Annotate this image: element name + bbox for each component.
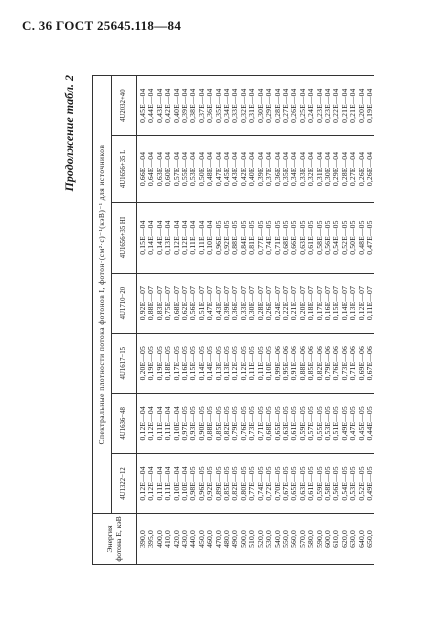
flux-cell: 0,50E—04 <box>196 151 206 187</box>
flux-cell: 0,16E—05 <box>180 346 190 381</box>
flux-values-column <box>137 76 375 136</box>
flux-cell: 0,13E—04 <box>163 220 173 255</box>
flux-cell: 0,84E—05 <box>238 220 248 255</box>
flux-cell: 0,12E—05 <box>230 346 240 381</box>
flux-cell: 0,90E—05 <box>196 406 206 441</box>
flux-cell: 0,17E—05 <box>171 346 181 381</box>
flux-cell: 0,49E—05 <box>364 466 374 501</box>
flux-cell: 0,48E—05 <box>356 220 366 255</box>
flux-cell: 0,21E—04 <box>348 88 358 123</box>
flux-cell: 0,30E—04 <box>255 88 265 123</box>
flux-cell: 0,76E—06 <box>331 346 341 381</box>
flux-cell: 0,68E—07 <box>171 285 181 321</box>
flux-cell: 0,75E—07 <box>163 285 173 321</box>
flux-cell: 0,59E—05 <box>314 466 324 501</box>
flux-values-column <box>137 393 375 453</box>
flux-cell: 0,37E—04 <box>196 88 206 123</box>
flux-cell: 0,95E—06 <box>280 346 290 381</box>
flux-cell: 0,81E—05 <box>247 220 257 255</box>
source-header: 4U1636−48 <box>112 393 137 453</box>
flux-cell: 0,59E—05 <box>297 406 307 441</box>
flux-cell: 0,39E—04 <box>180 88 190 123</box>
energy-cell: 480,0 <box>222 530 232 548</box>
table-body-row <box>137 76 375 565</box>
flux-cell: 0,32E—04 <box>238 88 248 123</box>
flux-cell: 0,71E—05 <box>255 406 265 441</box>
flux-cell: 0,11E—05 <box>247 346 257 381</box>
flux-cell: 0,53E—04 <box>188 151 198 187</box>
flux-cell: 0,33E—04 <box>230 88 240 123</box>
spectral-density-table <box>92 75 374 565</box>
flux-cell: 0,76E—05 <box>238 406 248 441</box>
source-header: 4U2032+40 <box>112 76 137 136</box>
flux-cell: 0,97E—05 <box>180 406 190 441</box>
source-header: 4U1322−12 <box>112 453 137 513</box>
flux-values-column <box>137 273 375 333</box>
flux-cell: 0,21E—04 <box>339 88 349 123</box>
flux-cell: 0,77E—05 <box>255 220 265 255</box>
flux-cell: 0,55E—05 <box>314 406 324 441</box>
flux-cell: 0,58E—05 <box>314 220 324 255</box>
flux-cell: 0,40E—04 <box>247 151 257 187</box>
flux-cell: 0,53E—05 <box>348 466 358 501</box>
flux-cell: 0,12E—04 <box>138 466 147 501</box>
energy-cell: 570,0 <box>297 530 307 548</box>
flux-cell: 0,71E—05 <box>272 220 282 255</box>
flux-cell: 0,22E—04 <box>331 88 341 123</box>
source-header: 4U1656+35 L <box>112 136 137 202</box>
flux-cell: 0,47E—05 <box>364 220 374 255</box>
energy-column-header: Энергия фотона E, кэВ <box>93 514 137 565</box>
flux-cell: 0,85E—06 <box>306 346 316 381</box>
source-header: 4U1710−20 <box>112 273 137 333</box>
flux-cell: 0,47E—07 <box>205 285 215 321</box>
flux-cell: 0,65E—05 <box>272 406 282 441</box>
flux-cell: 0,49E—05 <box>339 406 349 441</box>
flux-cell: 0,11E—04 <box>154 466 164 501</box>
energy-cell: 400,0 <box>154 530 164 548</box>
flux-cell: 0,18E—05 <box>163 346 173 381</box>
flux-cell: 0,72E—05 <box>264 466 274 501</box>
flux-cell: 0,54E—05 <box>339 466 349 501</box>
flux-cell: 0,38E—04 <box>188 88 198 123</box>
energy-cell: 540,0 <box>272 530 282 548</box>
flux-cell: 0,47E—04 <box>213 151 223 187</box>
flux-cell: 0,85E—05 <box>213 406 223 441</box>
flux-cell: 0,21E—07 <box>289 285 299 321</box>
energy-cell: 600,0 <box>322 530 332 548</box>
flux-cell: 0,28E—04 <box>339 151 349 187</box>
standard-code: ГОСТ 25645.118—84 <box>55 18 182 33</box>
energy-cell: 470,0 <box>213 530 223 548</box>
flux-cell: 0,96E—05 <box>213 220 223 255</box>
flux-cell: 0,20E—07 <box>297 285 307 321</box>
flux-cell: 0,16E—07 <box>322 285 332 321</box>
flux-cell: 0,12E—05 <box>238 346 248 381</box>
flux-cell: 0,30E—04 <box>322 151 332 187</box>
flux-cell: 0,13E—07 <box>348 285 358 321</box>
flux-cell: 0,63E—04 <box>154 151 164 187</box>
energy-cell: 610,0 <box>331 530 341 548</box>
flux-cell: 0,79E—05 <box>230 406 240 441</box>
flux-cell: 0,62E—07 <box>180 285 190 321</box>
flux-cell: 0,19E—05 <box>146 346 156 381</box>
flux-cell: 0,22E—07 <box>280 285 290 321</box>
flux-cell: 0,10E—04 <box>180 466 190 501</box>
flux-cell: 0,67E—06 <box>364 346 374 381</box>
flux-cell: 0,10E—04 <box>171 406 181 441</box>
flux-cell: 0,61E—05 <box>306 466 316 501</box>
flux-cell: 0,11E—04 <box>154 406 164 441</box>
energy-cell: 410,0 <box>163 530 173 548</box>
flux-cell: 0,17E—07 <box>314 285 324 321</box>
energy-cell: 395,0 <box>146 530 156 548</box>
flux-cell: 0,53E—05 <box>322 406 332 441</box>
energy-cell: 640,0 <box>356 530 366 548</box>
flux-cell: 0,66E—05 <box>289 220 299 255</box>
flux-cell: 0,43E—07 <box>213 285 223 321</box>
energy-cell: 430,0 <box>180 530 190 548</box>
energy-cell: 560,0 <box>289 530 299 548</box>
flux-cell: 0,51E—05 <box>331 406 341 441</box>
flux-cell: 0,11E—04 <box>196 220 206 255</box>
flux-cell: 0,20E—04 <box>356 88 366 123</box>
flux-cell: 0,23E—04 <box>314 88 324 123</box>
flux-values-column <box>137 333 375 393</box>
flux-cell: 0,35E—04 <box>213 88 223 123</box>
flux-cell: 0,45E—04 <box>138 88 147 123</box>
flux-cell: 0,29E—04 <box>264 88 274 123</box>
flux-cell: 0,88E—06 <box>297 346 307 381</box>
flux-cell: 0,88E—07 <box>146 285 156 321</box>
flux-cell: 0,85E—05 <box>222 466 232 501</box>
flux-cell: 0,12E—07 <box>356 285 366 321</box>
flux-cell: 0,19E—04 <box>364 88 374 123</box>
flux-cell: 0,68E—05 <box>264 406 274 441</box>
energy-cell: 490,0 <box>230 530 240 548</box>
flux-cell: 0,25E—04 <box>297 88 307 123</box>
flux-cell: 0,68E—05 <box>280 220 290 255</box>
flux-cell: 0,77E—05 <box>247 466 257 501</box>
flux-cell: 0,52E—05 <box>339 220 349 255</box>
flux-cell: 0,83E—07 <box>154 285 164 321</box>
flux-cell: 0,74E—05 <box>255 466 265 501</box>
flux-cell: 0,52E—05 <box>356 466 366 501</box>
flux-cell: 0,79E—06 <box>322 346 332 381</box>
flux-cell: 0,39E—07 <box>222 285 232 321</box>
energy-cell: 390,0 <box>138 530 147 548</box>
flux-cell: 0,54E—05 <box>331 220 341 255</box>
flux-cell: 0,31E—04 <box>247 88 257 123</box>
flux-cell: 0,37E—04 <box>264 151 274 187</box>
flux-cell: 0,36E—07 <box>230 285 240 321</box>
flux-cell: 0,42E—04 <box>238 151 248 187</box>
flux-cell: 0,11E—04 <box>188 220 198 255</box>
flux-cell: 0,56E—07 <box>188 285 198 321</box>
flux-cell: 0,44E—04 <box>146 88 156 123</box>
flux-cell: 0,56E—05 <box>322 220 332 255</box>
flux-cell: 0,40E—04 <box>171 88 181 123</box>
flux-cell: 0,74E—05 <box>264 220 274 255</box>
flux-cell: 0,93E—05 <box>188 406 198 441</box>
flux-cell: 0,15E—07 <box>331 285 341 321</box>
flux-cell: 0,34E—04 <box>289 151 299 187</box>
flux-cell: 0,51E—07 <box>196 285 206 321</box>
flux-cell: 0,34E—04 <box>222 88 232 123</box>
flux-cell: 0,58E—05 <box>322 466 332 501</box>
flux-cell: 0,99E—06 <box>272 346 282 381</box>
flux-cell: 0,28E—04 <box>272 88 282 123</box>
energy-cell: 440,0 <box>188 530 198 548</box>
flux-cell: 0,60E—04 <box>163 151 173 187</box>
flux-cell: 0,12E—04 <box>180 220 190 255</box>
flux-cell: 0,55E—04 <box>180 151 190 187</box>
flux-cell: 0,65E—05 <box>289 466 299 501</box>
flux-cell: 0,66E—04 <box>138 151 147 187</box>
flux-cell: 0,12E—04 <box>171 220 181 255</box>
flux-cell: 0,36E—04 <box>272 151 282 187</box>
flux-cell: 0,14E—05 <box>205 346 215 381</box>
flux-cell: 0,63E—05 <box>297 466 307 501</box>
flux-cell: 0,24E—07 <box>272 285 282 321</box>
flux-cell: 0,88E—05 <box>205 406 215 441</box>
flux-cell: 0,73E—06 <box>339 346 349 381</box>
energy-cell: 530,0 <box>264 530 274 548</box>
flux-cell: 0,96E—05 <box>196 466 206 501</box>
flux-cell: 0,28E—07 <box>255 285 265 321</box>
flux-cell: 0,14E—04 <box>154 220 164 255</box>
flux-cell: 0,92E—05 <box>222 220 232 255</box>
flux-cell: 0,56E—05 <box>331 466 341 501</box>
energy-cell: 420,0 <box>171 530 181 548</box>
flux-cell: 0,27E—04 <box>348 151 358 187</box>
source-header: 4U1617−15 <box>112 333 137 393</box>
flux-cell: 0,61E—05 <box>306 220 316 255</box>
flux-cell: 0,63E—05 <box>280 406 290 441</box>
flux-cell: 0,36E—04 <box>205 88 215 123</box>
energy-cell: 520,0 <box>255 530 265 548</box>
flux-cell: 0,71E—06 <box>348 346 358 381</box>
flux-cell: 0,13E—05 <box>222 346 232 381</box>
flux-cell: 0,35E—04 <box>280 151 290 187</box>
flux-cell: 0,12E—04 <box>138 406 147 441</box>
flux-cell: 0,15E—04 <box>138 220 147 255</box>
flux-cell: 0,92E—07 <box>138 285 147 321</box>
flux-cell: 0,39E—04 <box>255 151 265 187</box>
flux-cell: 0,12E—04 <box>146 466 156 501</box>
flux-values-column <box>137 202 375 273</box>
flux-cell: 0,89E—05 <box>213 466 223 501</box>
flux-cell: 0,43E—04 <box>154 88 164 123</box>
flux-cell: 0,48E—04 <box>205 151 215 187</box>
flux-cell: 0,23E—04 <box>322 88 332 123</box>
flux-cell: 0,11E—04 <box>163 406 173 441</box>
flux-cell: 0,70E—05 <box>272 466 282 501</box>
flux-cell: 0,33E—07 <box>238 285 248 321</box>
flux-cell: 0,26E—04 <box>364 151 374 187</box>
flux-cell: 0,45E—05 <box>356 406 366 441</box>
rotated-table-block <box>62 75 420 565</box>
flux-values-column <box>137 136 375 202</box>
flux-cell: 0,32E—04 <box>306 151 316 187</box>
flux-cell: 0,26E—07 <box>264 285 274 321</box>
flux-cell: 0,10E—04 <box>171 466 181 501</box>
energy-cell: 510,0 <box>247 530 257 548</box>
flux-cell: 0,80E—05 <box>238 466 248 501</box>
flux-cell: 0,57E—05 <box>306 406 316 441</box>
flux-cell: 0,69E—06 <box>356 346 366 381</box>
flux-cell: 0,33E—04 <box>297 151 307 187</box>
flux-group-header: Спектральные плотности потока фотонов I, фотон·(см²·с)⁻¹(кэВ)⁻¹ для источников <box>93 76 112 514</box>
flux-cell: 0,88E—05 <box>230 220 240 255</box>
flux-cell: 0,47E—05 <box>348 406 358 441</box>
flux-cell: 0,45E—04 <box>222 151 232 187</box>
energy-cell: 450,0 <box>196 530 206 548</box>
flux-values-column <box>137 453 375 513</box>
energy-cell: 550,0 <box>280 530 290 548</box>
flux-cell: 0,13E—05 <box>213 346 223 381</box>
flux-cell: 0,82E—06 <box>314 346 324 381</box>
flux-cell: 0,42E—04 <box>163 88 173 123</box>
energy-cell: 500,0 <box>238 530 248 548</box>
flux-cell: 0,29E—04 <box>331 151 341 187</box>
flux-cell: 0,67E—05 <box>280 466 290 501</box>
flux-cell: 0,14E—05 <box>196 346 206 381</box>
flux-cell: 0,82E—05 <box>230 466 240 501</box>
flux-cell: 0,26E—04 <box>289 88 299 123</box>
flux-cell: 0,98E—05 <box>188 466 198 501</box>
flux-cell: 0,44E—05 <box>364 406 374 441</box>
flux-cell: 0,73E—05 <box>247 406 257 441</box>
energy-values-column <box>137 514 375 565</box>
flux-cell: 0,61E—05 <box>289 406 299 441</box>
energy-cell: 590,0 <box>314 530 324 548</box>
page-number: С. 36 <box>22 18 53 33</box>
energy-cell: 630,0 <box>348 530 358 548</box>
flux-cell: 0,43E—04 <box>230 151 240 187</box>
energy-cell: 650,0 <box>364 530 374 548</box>
flux-cell: 0,14E—04 <box>146 220 156 255</box>
flux-cell: 0,26E—04 <box>356 151 366 187</box>
energy-cell: 620,0 <box>339 530 349 548</box>
flux-cell: 0,27E—04 <box>280 88 290 123</box>
flux-cell: 0,20E—05 <box>138 346 147 381</box>
flux-cell: 0,92E—05 <box>205 466 215 501</box>
flux-cell: 0,57E—04 <box>171 151 181 187</box>
flux-cell: 0,10E—04 <box>205 220 215 255</box>
energy-cell: 460,0 <box>205 530 215 548</box>
flux-cell: 0,82E—05 <box>222 406 232 441</box>
flux-cell: 0,31E—04 <box>314 151 324 187</box>
flux-cell: 0,11E—05 <box>255 346 265 381</box>
flux-cell: 0,12E—04 <box>146 406 156 441</box>
flux-cell: 0,50E—05 <box>348 220 358 255</box>
continuation-label: Продолжение табл. 2 <box>62 75 76 192</box>
flux-cell: 0,91E—06 <box>289 346 299 381</box>
flux-cell: 0,64E—04 <box>146 151 156 187</box>
energy-cell: 580,0 <box>306 530 316 548</box>
page-header <box>22 18 181 34</box>
flux-cell: 0,11E—07 <box>364 286 374 321</box>
flux-cell: 0,10E—05 <box>264 346 274 381</box>
flux-cell: 0,19E—05 <box>154 346 164 381</box>
flux-cell: 0,24E—04 <box>306 88 316 123</box>
flux-cell: 0,63E—05 <box>297 220 307 255</box>
flux-cell: 0,15E—05 <box>188 346 198 381</box>
flux-cell: 0,11E—04 <box>163 466 173 501</box>
flux-cell: 0,30E—07 <box>247 285 257 321</box>
flux-cell: 0,18E—07 <box>306 285 316 321</box>
flux-cell: 0,14E—07 <box>339 285 349 321</box>
source-header: 4U1656+35 HI <box>112 202 137 273</box>
